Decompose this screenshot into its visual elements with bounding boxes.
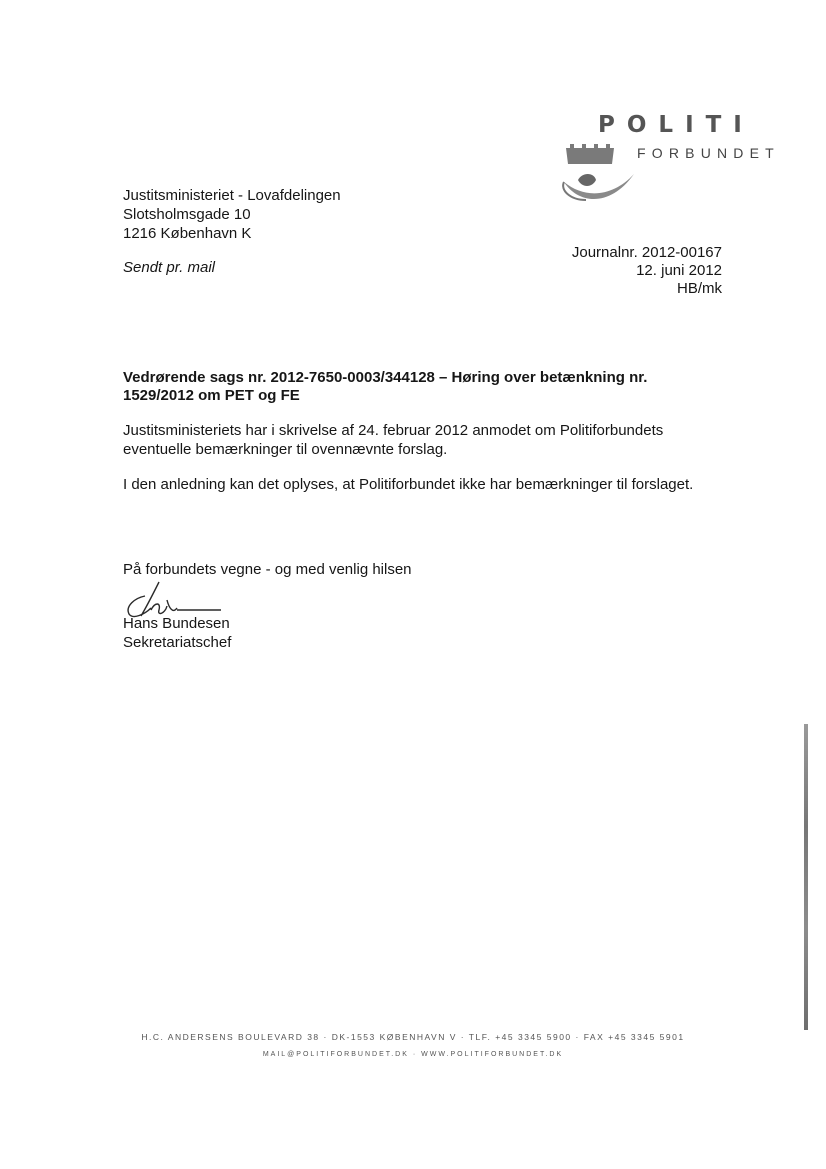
journal-number: Journalnr. 2012-00167 [571,244,722,261]
body-paragraph-1: Justitsministeriets har i skrivelse af 24. februar 2012 anmodet om Politiforbundets eventuelle bemærkninger til ovennævnte forslag. [123,422,664,458]
closing-line: På forbundets vegne - og med venlig hilsen [123,561,412,578]
politiforbundet-logo-icon [556,142,638,214]
scan-edge-mark [804,724,808,1030]
recipient-line: 1216 København K [123,225,252,242]
subject-heading: Vedrørende sags nr. 2012-7650-0003/344128 – Høring over betænkning nr. 1529/2012 om PET og FE [123,369,648,404]
signer-block [123,614,231,652]
letter-meta [572,244,722,298]
logo-subtitle: FORBUNDET [637,145,780,161]
signer-name: Hans Bundesen [123,615,230,632]
letter-date: 12. juni 2012 [636,262,722,279]
footer-contact: MAIL@POLITIFORBUNDET.DK · WWW.POLITIFORBUNDET.DK [262,1051,564,1058]
body-paragraph-2: I den anledning kan det oplyses, at Politiforbundet ikke har bemærkninger til forslaget. [123,476,694,493]
recipient-line: Justitsministeriet - Lovafdelingen [123,187,341,204]
initials: HB/mk [677,280,722,297]
logo-title: POLITI [598,112,754,138]
delivery-note: Sendt pr. mail [123,259,215,276]
recipient-line: Slotsholmsgade 10 [123,206,251,223]
recipient-address [123,187,341,244]
signer-title: Sekretariatschef [123,634,232,651]
footer-address: H.C. ANDERSENS BOULEVARD 38 · DK-1553 KØBENHAVN V · TLF. +45 3345 5900 · FAX +45 3345 5901 [141,1032,685,1042]
